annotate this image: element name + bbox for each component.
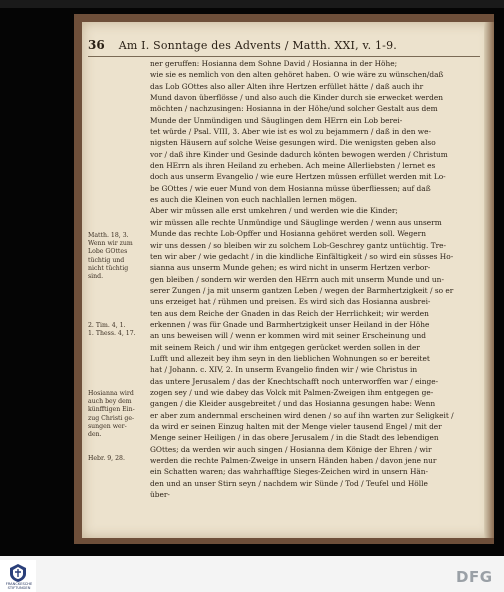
text-line: uns erzeiget hat / rühmen und preisen. Es wird sich das Hosianna ausbrei- (150, 297, 431, 307)
text-line: Munde der Unmündigen und Säuglingen dem HErrn ein Lob berei- (150, 115, 403, 125)
text-line: Aber wir müssen alle erst umkehren / und werden wie die Kinder; (150, 206, 398, 216)
text-line: ten wir aber / wie gedacht / in die kindliche Einfältigkeit / so wird ein süsses Ho- (150, 251, 454, 261)
text-line: das untere Jerusalem / das der Knechtschafft noch unterworffen war / einge- (150, 376, 439, 386)
text-line: ten aus dem Reiche der Gnaden in das Reich der Herrlichkeit; wir werden (150, 308, 429, 318)
margin-note-line: 1. Thess. 4, 17. (88, 330, 136, 338)
text-line: wie sie es nemlich von den alten gehöret haben. O wie wäre zu wünschen/daß (150, 70, 444, 80)
text-line: be GOttes / wie euer Mund von dem Hosianna müsse überfliessen; auf daß (150, 183, 431, 193)
library-name: FRANCKESCHE STIFTUNGEN (5, 582, 33, 590)
body-text (150, 58, 476, 500)
viewer-footer (0, 556, 504, 592)
margin-note-line: Wenn wir zum (88, 240, 133, 248)
text-line: an uns beweisen will / wenn er kommen wird mit seiner Erscheinung und (150, 331, 426, 341)
margin-note-line: Lobe GOttes (88, 248, 128, 256)
margin-note-line: sungen wer- (88, 422, 127, 430)
text-line: doch aus unserm Evangelio / wie eure Hertzen müssen erfüllet werden mit Lo- (150, 172, 446, 182)
page-header (88, 38, 468, 56)
text-line: ein Schatten waren; das wahrhafftige Sieges-Zeichen wird in unsern Hän- (150, 467, 429, 477)
text-line: er aber zum andernmal erscheinen wird denen / so auf ihn warten zur Seligkeit / (150, 410, 454, 420)
text-line: ner geruffen: Hosianna dem Sohne David / Hosianna in der Höhe; (150, 59, 398, 68)
margin-note-line: Matth. 18, 3. (88, 232, 129, 239)
text-line: gen bleiben / sondern wir werden den HErrn auch mit unserm Munde und un- (150, 274, 444, 284)
margin-note-hebr (88, 455, 146, 463)
margin-note-line: zug Christi ge- (88, 414, 135, 422)
margin-note-hosianna (88, 390, 146, 439)
margin-note-line: 2. Tim. 4, 1. (88, 322, 126, 329)
page-number: 36 (88, 38, 105, 52)
text-line: Menge seiner Heiligen / in das obere Jerusalem / in die Stadt des lebendigen (150, 433, 439, 443)
text-line: nigsten Häusern auf solche Weise gesungen wird. Die wenigsten geben also (150, 138, 436, 148)
text-line: da wird er seinen Einzug halten mit der Menge vieler tausend Engel / mit der (150, 422, 442, 431)
margin-note-line: künfftigen Ein- (88, 406, 135, 414)
margin-note-line: sind. (88, 273, 104, 281)
text-line: es auch die Kleinen von euch nachlallen lernen mögen. (150, 195, 357, 205)
text-line: erkennen / was für Gnade und Barmhertzigkeit unser Heiland in der Höhe (150, 319, 430, 329)
text-line: mit seinem Reich / und wir ihm entgegen gerücket werden sollen in der (150, 342, 420, 352)
margin-note-line: nicht tüchtig (88, 264, 129, 272)
text-line: GOttes; da werden wir auch singen / Hosianna dem Könige der Ehren / wir (150, 444, 432, 454)
text-line: hat / Johann. c. XIV, 2. In unserm Evangelio finden wir / wie Christus in (150, 365, 418, 375)
text-line: Lufft und allezeit bey ihm seyn in den lieblichen Wohnungen so er bereitet (150, 353, 430, 363)
text-line: möchten / nachzusingen: Hosianna in der Höhe/und solcher Gestalt aus dem (150, 104, 438, 114)
margin-note-line: den. (88, 431, 102, 439)
text-line: das Lob GOttes also aller Alten ihre Hertzen erfüllet hätte / daß auch ihr (150, 81, 424, 91)
text-line: wir uns dessen / so bleiben wir zu solchem Lob-Geschrey gantz untüchtig. Tre- (150, 240, 447, 250)
running-head: Am I. Sonntage des Advents / Matth. XXI, v. 1-9. (118, 39, 397, 52)
margin-note-line: tüchtig und (88, 256, 125, 264)
text-line: werden die rechte Palmen-Zweige in unsern Händen haben / davon jene nur (150, 456, 437, 466)
text-line: vor / daß ihre Kinder und Gesinde dadurch könten bewogen werden / Christum (150, 149, 448, 159)
crest-icon (8, 563, 28, 583)
header-rule (88, 56, 480, 57)
text-line: wir müssen alle rechte Unmündige und Säuglinge werden / wenn aus unserm (150, 217, 442, 227)
viewer-top-strip (0, 0, 504, 8)
margin-note-matth (88, 232, 146, 281)
page-gutter-right (484, 22, 494, 538)
margin-note-tim (88, 322, 146, 338)
text-line: serer Zungen / ja mit unserm gantzen Leben / wegen der Barmhertzigkeit / so er (150, 285, 454, 295)
dfg-logo[interactable]: DFG (456, 568, 493, 586)
text-line: sianna aus unserm Munde gehen; es wird nicht in unserm Hertzen verbor- (150, 263, 431, 273)
text-line: gangen / die Kleider ausgebreitet / und das Hosianna gesungen habe: Wenn (150, 399, 436, 409)
text-line: Mund davon überflösse / und also auch die Kinder durch sie erwecket werden (150, 93, 443, 103)
text-line: über- (150, 490, 170, 500)
text-line: zogen sey / und wie dabey das Volck mit Palmen-Zweigen ihm entgegen ge- (150, 387, 434, 397)
margin-note-line: Hebr. 9, 28. (88, 455, 125, 462)
text-line: den HErrn als ihren Heiland zu erheben. Ach meine Allerliebsten / lernet es (150, 161, 436, 171)
margin-note-line: Hosianna wird (88, 390, 134, 397)
text-line: tet würde / Psal. VIII, 3. Aber wie ist es wol zu bejammern / daß in den we- (150, 127, 432, 137)
text-line: den und an unser Stirn seyn / nachdem wir Sünde / Tod / Teufel und Hölle (150, 478, 428, 488)
margin-note-line: auch bey dem (88, 398, 132, 406)
text-line: Munde das rechte Lob-Opffer und Hosianna gehöret werden soll. Wegern (150, 229, 426, 239)
